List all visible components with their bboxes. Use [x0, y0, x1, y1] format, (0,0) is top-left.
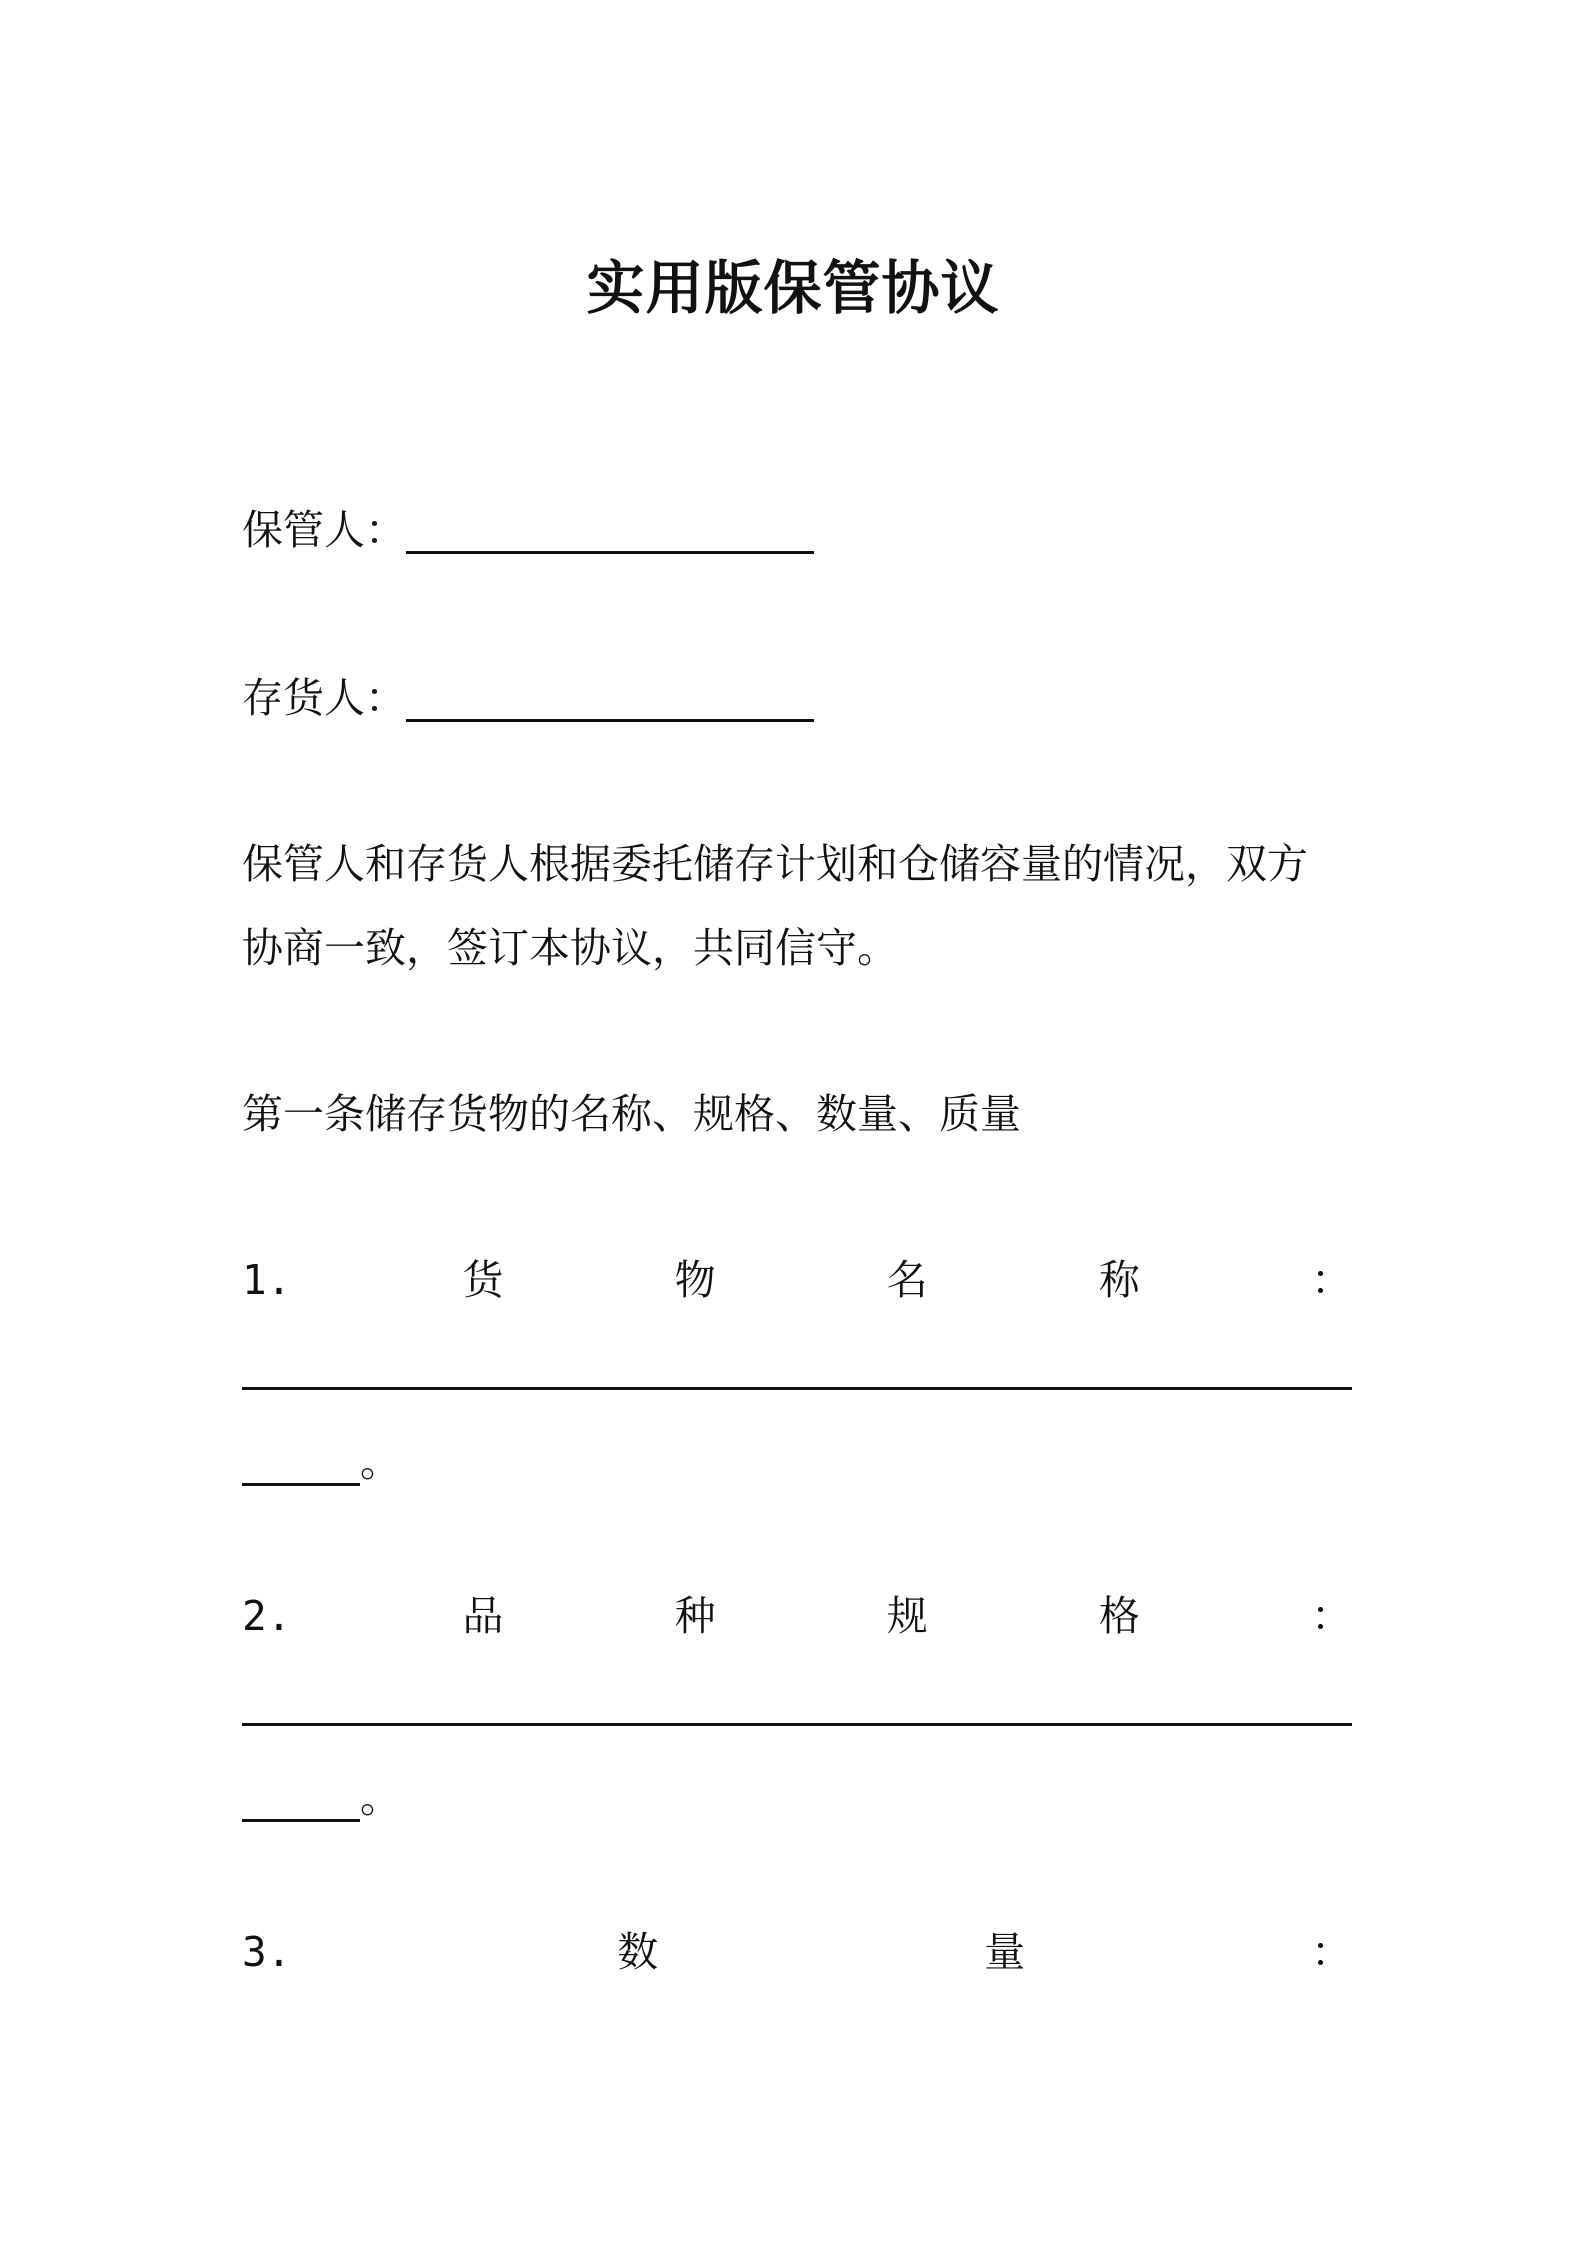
- item-2-char: 种: [674, 1592, 716, 1640]
- depositor-label: 存货人：: [242, 674, 406, 722]
- item-1-char: 物: [674, 1256, 716, 1304]
- item-1-char: 货: [462, 1256, 504, 1304]
- item-2-char: 格: [1098, 1592, 1140, 1640]
- article-1-heading: 第一条储存货物的名称、规格、数量、质量: [242, 1090, 1021, 1138]
- item-2-colon: ：: [1311, 1592, 1352, 1640]
- item-1-short-blank: [242, 1439, 360, 1486]
- custodian-field: [242, 502, 814, 558]
- item-3-number: 3.: [242, 1928, 292, 1976]
- item-1-char: 称: [1098, 1256, 1140, 1304]
- intro-line-2: 协商一致，签订本协议，共同信守。: [242, 924, 898, 972]
- item-3-row: [242, 1924, 1352, 1980]
- intro-line-1: 保管人和存货人根据委托储存计划和仓储容量的情况，双方: [242, 840, 1308, 888]
- item-1-char: 名: [886, 1256, 928, 1304]
- intro-paragraph: [242, 822, 1352, 990]
- depositor-field: [242, 670, 814, 726]
- item-3-char: 数: [617, 1928, 659, 1976]
- item-3-char: 量: [984, 1928, 1026, 1976]
- item-1-tail: [242, 1434, 401, 1490]
- item-1-row: [242, 1252, 1352, 1308]
- item-1-colon: ：: [1311, 1256, 1352, 1304]
- custodian-label: 保管人：: [242, 506, 406, 554]
- item-1-blank-line: [242, 1387, 1352, 1390]
- item-2-row: [242, 1588, 1352, 1644]
- item-2-tail: [242, 1770, 401, 1826]
- document-title: 实用版保管协议: [586, 254, 1000, 322]
- item-2-char: 规: [886, 1592, 928, 1640]
- item-1-end-mark: 。: [360, 1438, 401, 1486]
- item-3-colon: ：: [1311, 1928, 1352, 1976]
- item-1-number: 1.: [242, 1256, 292, 1304]
- item-2-short-blank: [242, 1775, 360, 1822]
- item-2-number: 2.: [242, 1592, 292, 1640]
- custodian-blank: [406, 507, 814, 554]
- item-2-blank-line: [242, 1723, 1352, 1726]
- item-2-char: 品: [462, 1592, 504, 1640]
- item-2-end-mark: 。: [360, 1774, 401, 1822]
- depositor-blank: [406, 675, 814, 722]
